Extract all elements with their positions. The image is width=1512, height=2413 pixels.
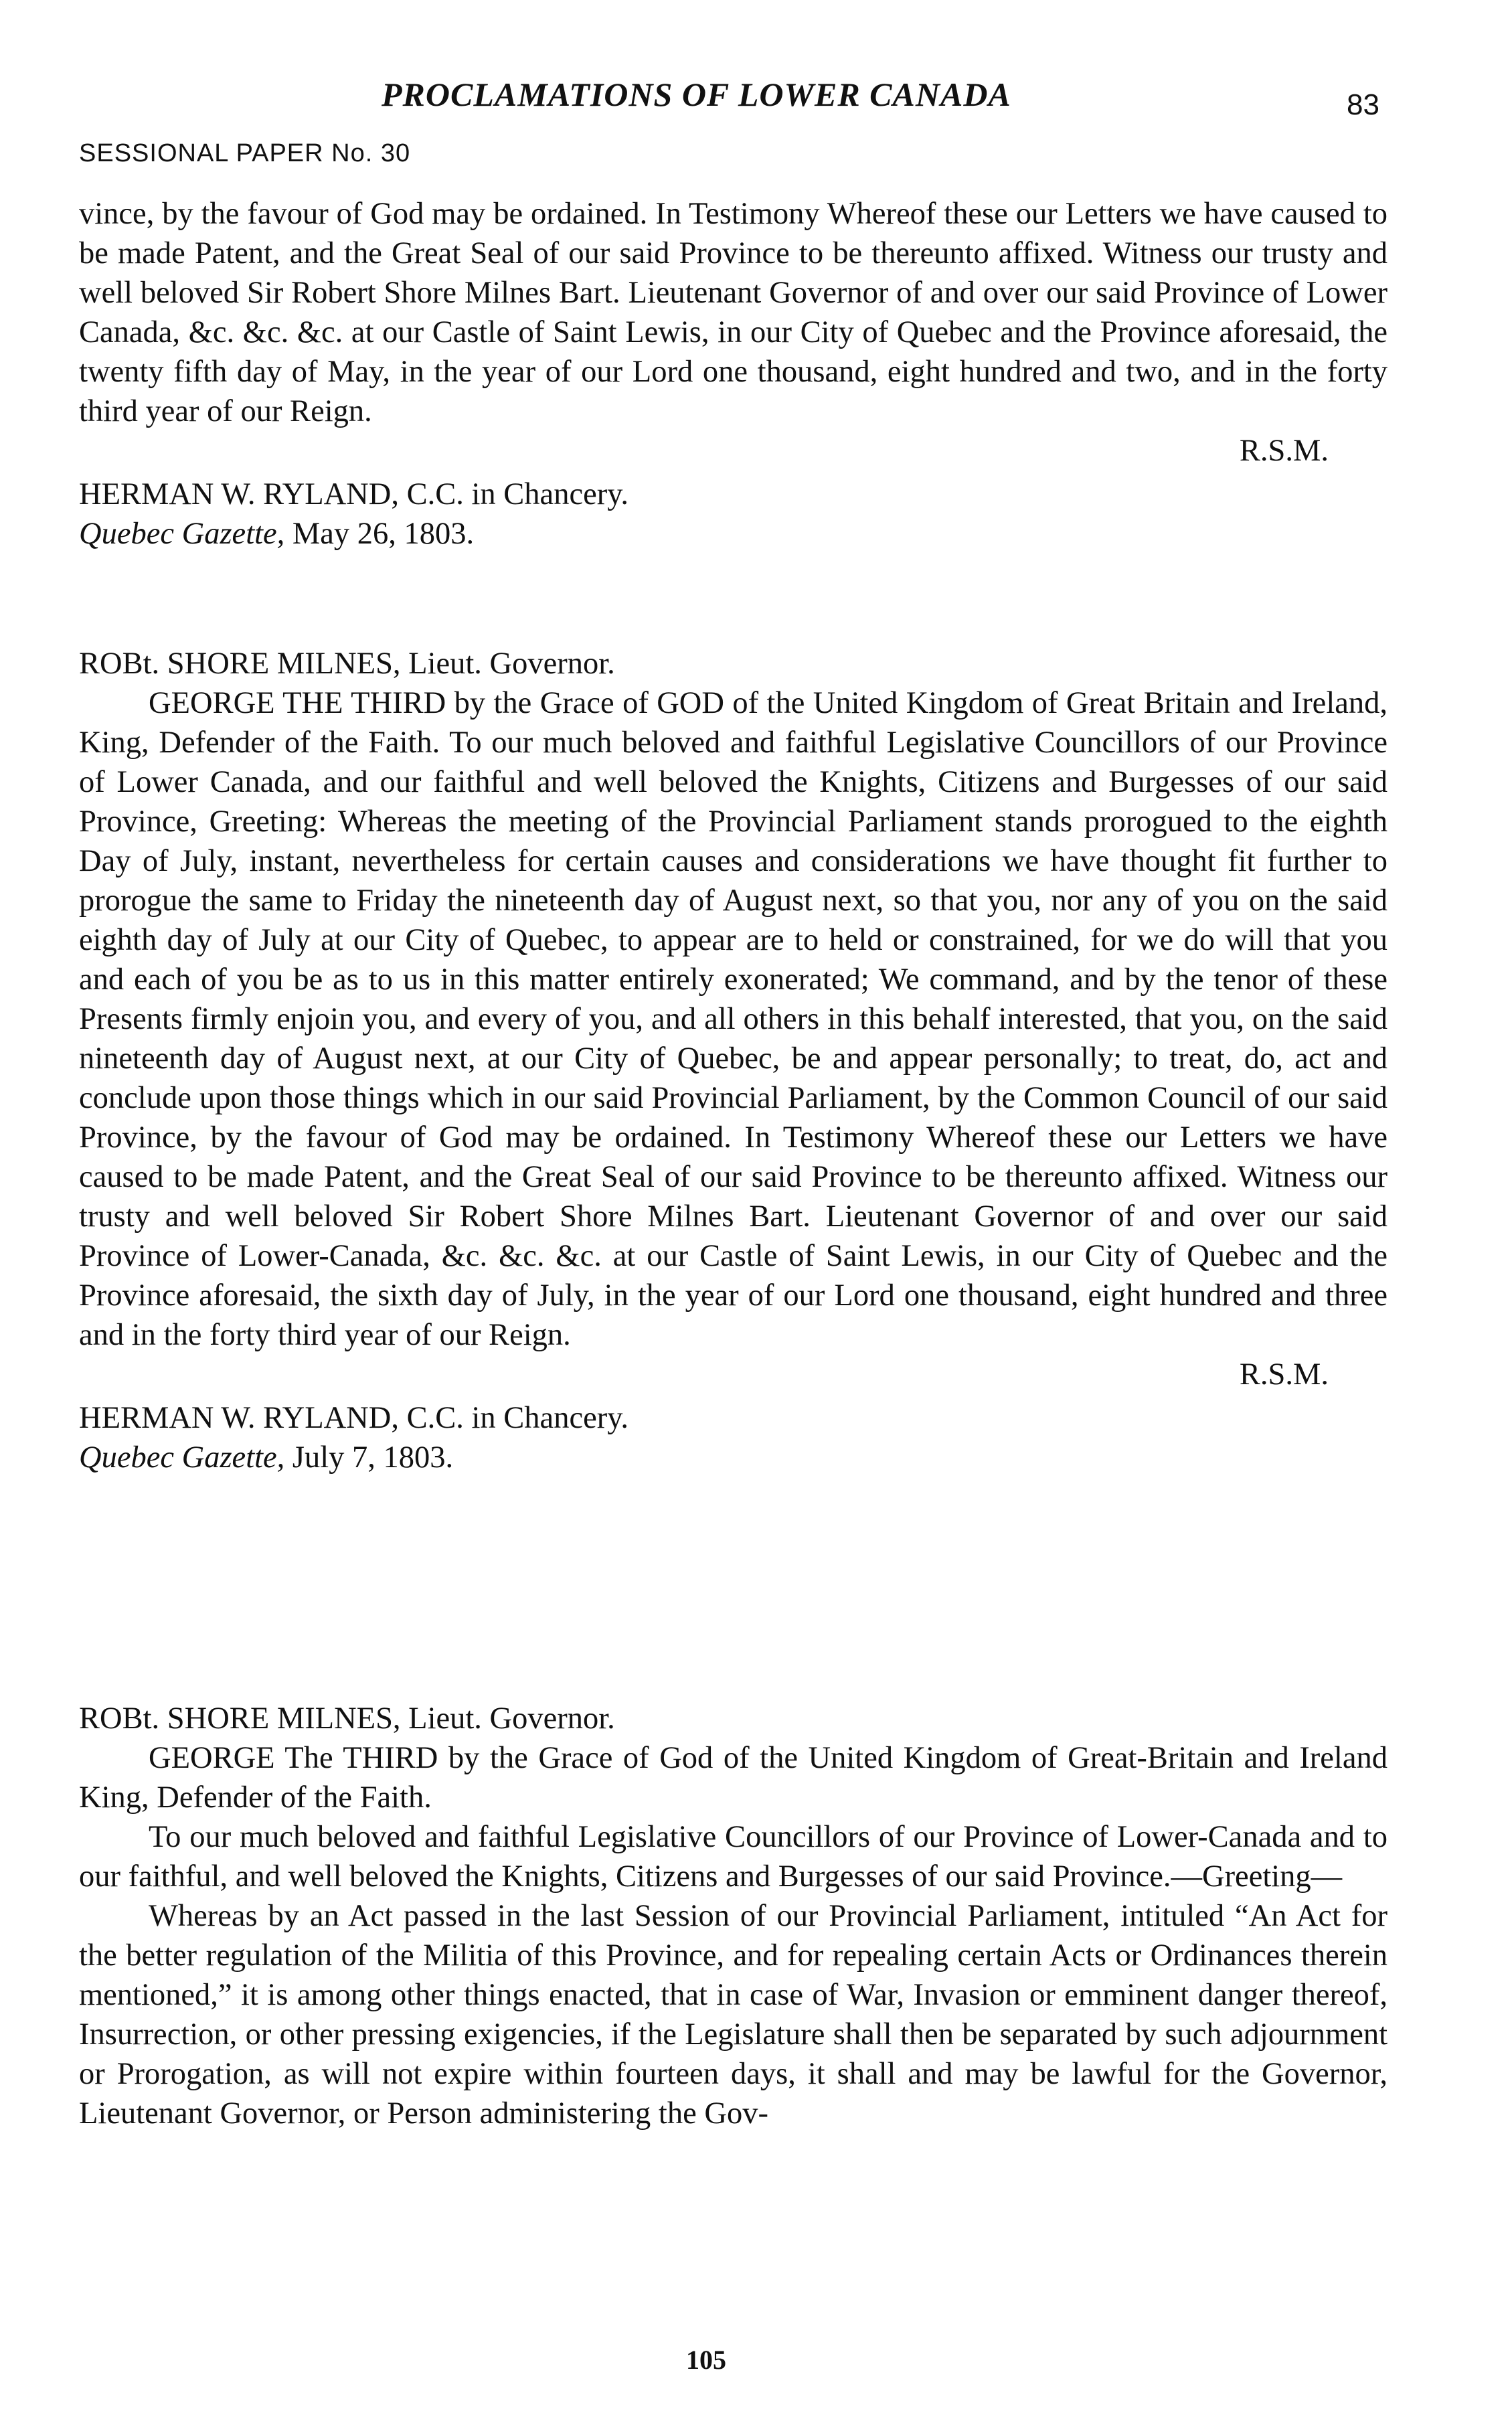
proclamation-text: GEORGE THE THIRD by the Grace of GOD of the United Kingdom of Great Britain and Ireland, King, Defender of the Faith. To our much beloved and faithful Legislative Councillors of our Province of Lower Canada, and our faithful and well beloved the Knights, Citizens and Burgesses of our said Province, Greeting: Whereas the meeting of the Provincial Parliament stands prorogued to the eighth Day of July, instant, nevertheless for certain causes and considerations we have thought fit further to prorogue the same to Friday the nineteenth day of August next, so that you, nor any of you on the said eighth day of July at our City of Quebec, to appear are to held or constrained, for we do will that you and each of you be as to us in this matter entirely exonerated; We command, and by the tenor of these Presents firmly enjoin you, and every of you, and all others in this behalf interested, that you, on the said nineteenth day of August next, at our City of Quebec, be and appear personally; to treat, do, act and conclude upon those things which in our said Provincial Parliament, by the Common Council of our said Province, by the favour of God may be ordained. In Testimony Whereof these our Letters we have caused to be made Patent, and the Great Seal of our said Province to be thereunto affixed. Witness our trusty and well beloved Sir Robert Shore Milnes Bart. Lieutenant Governor of and over our said Province of Lower-Canada, &c. &c. &c. at our Castle of Saint Lewis, in our City of Quebec and the Province aforesaid, the sixth day of July, in the year of our Lord one thousand, eight hundred and three and in the forty third year of our Reign. xyxy=(79,686,1388,1352)
proclamation-prorogation xyxy=(79,644,1388,1477)
gazette-citation xyxy=(79,1438,1388,1477)
gazette-citation xyxy=(79,514,1388,554)
gazette-name: Quebec Gazette, xyxy=(79,517,285,551)
sessional-paper-label: SESSIONAL PAPER No. 30 xyxy=(79,139,411,167)
governor-heading: ROBt. SHORE MILNES, Lieut. Governor. xyxy=(79,1701,615,1736)
signature-initials: R.S.M. xyxy=(1239,1357,1329,1392)
governor-heading: ROBt. SHORE MILNES, Lieut. Governor. xyxy=(79,647,615,681)
running-title: PROCLAMATIONS OF LOWER CANADA xyxy=(382,76,1011,113)
proclamation-continued xyxy=(79,194,1388,554)
proclamation-text: Whereas by an Act passed in the last Session of our Provincial Parliament, intituled “An Act for the better regulation of the Militia of this Province, and for repealing certain Acts or Ordinances therein mentioned,” it is among other things enacted, that in case of War, Invasion or emminent danger thereof, Insurrection, or other pressing exigencies, if the Legislature shall then be separated by such adjournment or Prorogation, as will not expire within fourteen days, it shall and may be lawful for the Governor, Lieutenant Governor, or Person administering the Gov- xyxy=(79,1899,1388,2131)
clerk-signature: HERMAN W. RYLAND, C.C. in Chancery. xyxy=(79,1401,629,1435)
signature-initials: R.S.M. xyxy=(1239,434,1329,468)
page-number-top: 83 xyxy=(1347,88,1379,121)
proclamation-salutation: GEORGE The THIRD by the Grace of God of the United Kingdom of Great-Britain and Ireland King, Defender of the Faith. xyxy=(79,1741,1388,1815)
page-number-bottom: 105 xyxy=(686,2345,726,2375)
proclamation-address: To our much beloved and faithful Legislative Councillors of our Province of Lower-Canada and to our faithful, and well beloved the Knights, Citizens and Burgesses of our said Province.—Greeting— xyxy=(79,1820,1388,1894)
proclamation-text: vince, by the favour of God may be ordained. In Testimony Whereof these our Letters we have caused to be made Patent, and the Great Seal of our said Province to be thereunto affixed. Witness our trusty and well beloved Sir Robert Shore Milnes Bart. Lieutenant Governor of and over our said Province of Lower Canada, &c. &c. &c. at our Castle of Saint Lewis, in our City of Quebec and the Province aforesaid, the twenty fifth day of May, in the year of our Lord one thousand, eight hundred and two, and in the forty third year of our Reign. xyxy=(79,197,1388,428)
gazette-date: May 26, 1803. xyxy=(292,517,475,551)
gazette-date: July 7, 1803. xyxy=(292,1440,454,1475)
proclamation-militia xyxy=(79,1699,1388,2133)
clerk-signature: HERMAN W. RYLAND, C.C. in Chancery. xyxy=(79,477,629,511)
gazette-name: Quebec Gazette, xyxy=(79,1440,285,1475)
